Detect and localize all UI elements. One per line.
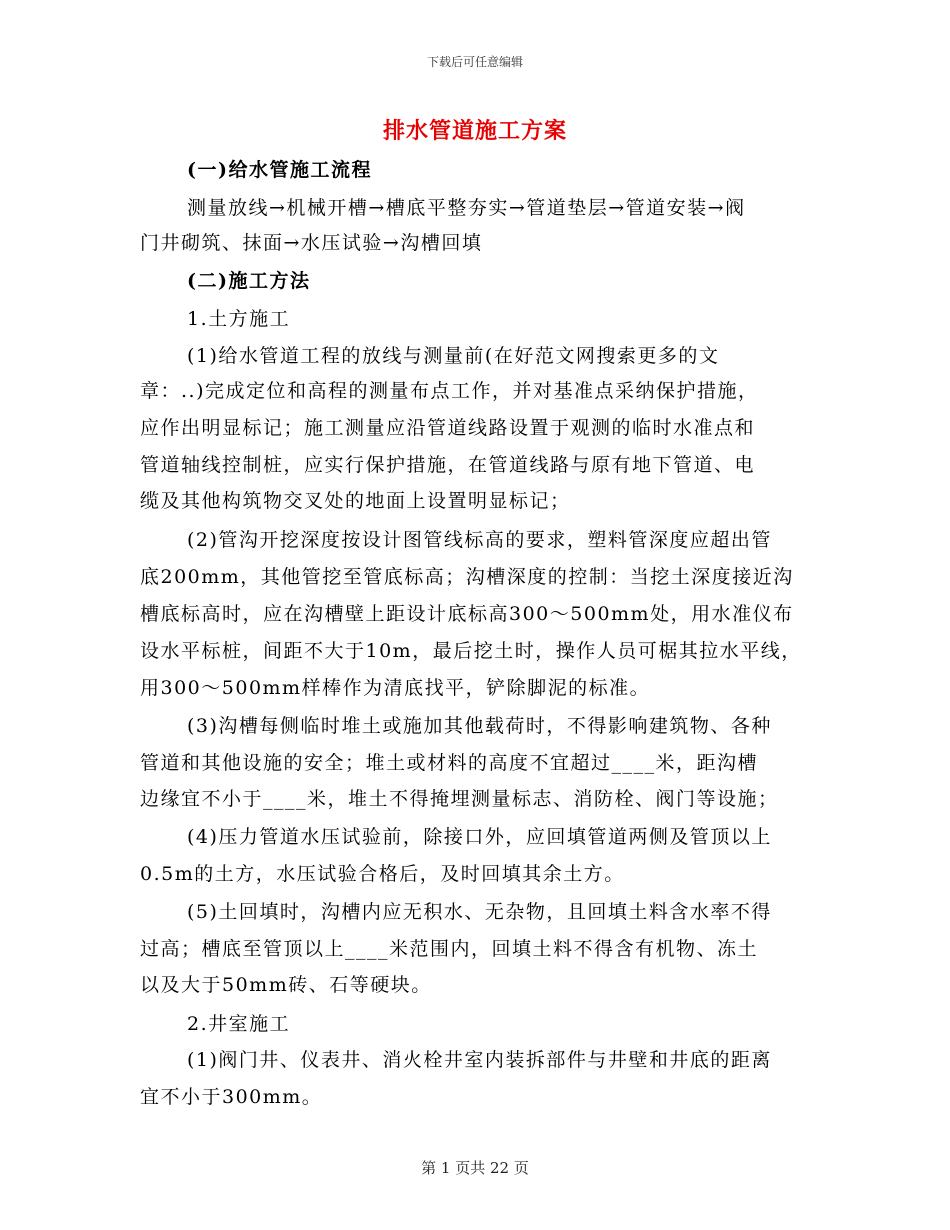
paragraph-line: 用300～500mm样棒作为清底找平，铲除脚泥的标准。 [140, 677, 651, 699]
page-number: 第 1 页共 22 页 [421, 1159, 529, 1177]
paragraph-line: (4)压力管道水压试验前，除接口外，应回填管道两侧及管顶以上 [187, 826, 772, 848]
paragraph-line: 管道轴线控制桩，应实行保护措施，在管道线路与原有地下管道、电 [140, 454, 756, 476]
paragraph-line: 槽底标高时，应在沟槽壁上距设计底标高300～500mm处，用水准仪布 [140, 603, 794, 625]
document-title: 排水管道施工方案 [382, 118, 567, 144]
paragraph-line: 宜不小于300mm。 [140, 1086, 323, 1108]
paragraph-line: 应作出明显标记；施工测量应沿管道线路设置于观测的临时水准点和 [140, 417, 756, 439]
section-heading-2: (二)施工方法 [187, 270, 311, 292]
paragraph-line: (2)管沟开挖深度按设计图管线标高的要求，塑料管深度应超出管 [187, 529, 772, 551]
paragraph-line: (5)土回填时，沟槽内应无积水、无杂物，且回填土料含水率不得 [187, 901, 772, 923]
paragraph-line: 过高；槽底至管顶以上____米范围内，回填土料不得含有机物、冻土 [140, 938, 759, 960]
paragraph-line: (3)沟槽每侧临时堆土或施加其他载荷时，不得影响建筑物、各种 [187, 715, 772, 737]
paragraph-line: 以及大于50mm砖、石等硬块。 [140, 974, 432, 996]
paragraph-line: (1)给水管道工程的放线与测量前(在好范文网搜索更多的文 [187, 345, 720, 367]
paragraph-line: 0.5m的土方，水压试验合格后，及时回填其余土方。 [140, 863, 625, 885]
download-note: 下载后可任意编辑 [426, 55, 523, 69]
subsection-heading: 2.井室施工 [187, 1013, 291, 1035]
paragraph-line: (1)阀门井、仪表井、消火栓井室内装拆部件与井壁和井底的距离 [187, 1049, 772, 1071]
section-heading-1: (一)给水管施工流程 [187, 159, 372, 181]
paragraph-line: 测量放线→机械开槽→槽底平整夯实→管道垫层→管道安装→阀 [187, 197, 746, 219]
paragraph-line: 门井砌筑、抹面→水压试验→沟槽回填 [140, 232, 483, 254]
paragraph-line: 缆及其他构筑物交叉处的地面上设置明显标记； [140, 490, 571, 512]
paragraph-line: 章：..)完成定位和高程的测量布点工作，并对基准点采纳保护措施， [140, 380, 759, 402]
paragraph-line: 管道和其他设施的安全；堆土或材料的高度不宜超过____米，距沟槽 [140, 752, 759, 774]
paragraph-line: 边缘宜不小于____米，堆土不得掩埋测量标志、消防栓、阀门等设施； [140, 788, 779, 810]
subsection-heading: 1.土方施工 [187, 308, 291, 330]
paragraph-line: 底200mm，其他管挖至管底标高；沟槽深度的控制：当挖土深度接近沟 [140, 566, 794, 588]
paragraph-line: 设水平标桩，间距不大于10m，最后挖土时，操作人员可椐其拉水平线， [140, 640, 802, 662]
